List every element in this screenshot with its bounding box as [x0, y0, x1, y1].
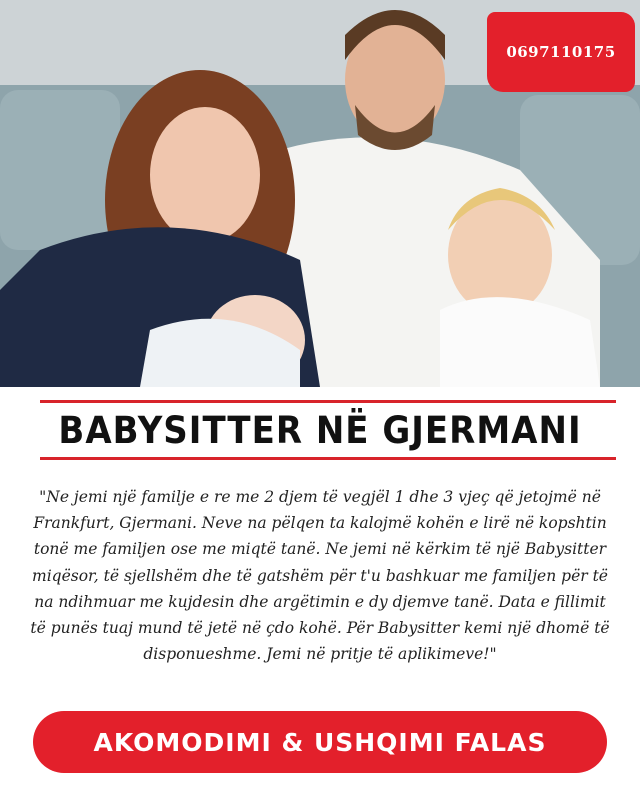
accommodation-banner-button[interactable]	[33, 711, 607, 773]
phone-number: 0697110175	[506, 43, 616, 61]
headline-rule-top	[40, 400, 616, 403]
description-text: "Ne jemi një familje e re me 2 djem të vegjël 1 dhe 3 vjeç që jetojmë në Frankfurt, Gjermani. Neve na pëlqen ta kalojmë kohën e lirë në kopshtin tonë me familjen ose me miqtë tanë. Ne jemi në kërkim të një Babysitter miqësor, të sjellshëm dhe të gatshëm për t'u bashkuar me familjen për të na ndihmuar me kujdesin dhe argëtimin e dy djemve tanë. Data e fillimit të punës tuaj mund të jetë në çdo kohë. Për Babysitter kemi një dhomë të disponueshme. Jemi në pritje të aplikimeve!"	[30, 488, 610, 664]
page-title: BABYSITTER NË GJERMANI	[58, 409, 582, 453]
phone-badge[interactable]	[487, 12, 635, 92]
cta-label: AKOMODIMI & USHQIMI FALAS	[93, 727, 547, 757]
headline-rule-bottom	[40, 457, 616, 460]
